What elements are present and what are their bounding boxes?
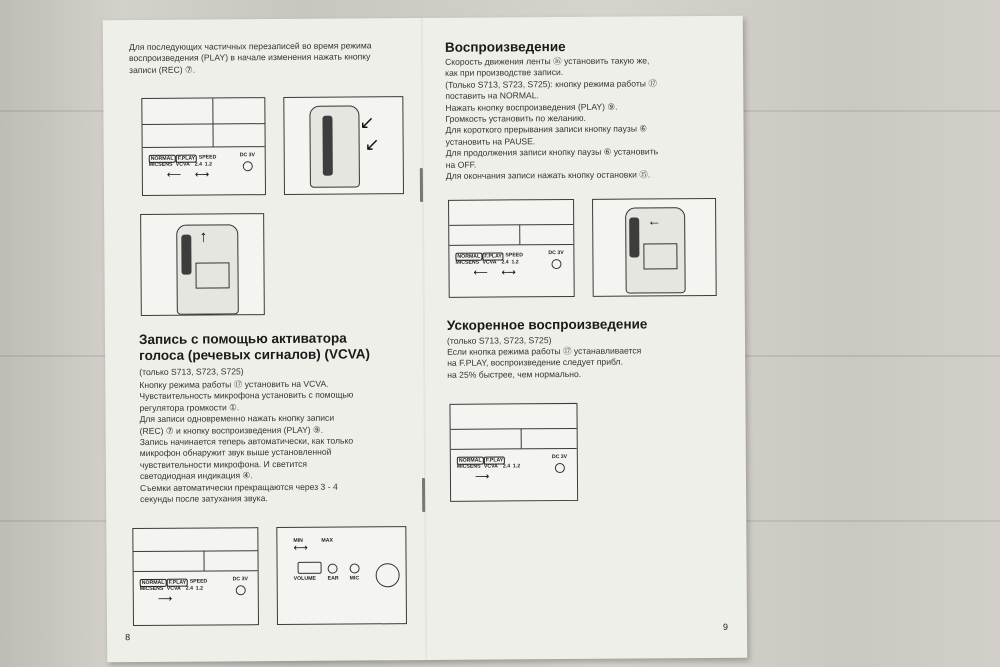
switch-panel-figure: [448, 199, 575, 298]
staple: [420, 168, 423, 202]
fast-play-body-line: на F.PLAY, воспроизведение следует прибл.: [447, 357, 623, 369]
vcva-body-line: микрофон обнаружит звук выше установленной: [139, 447, 332, 459]
page-number-left: 8: [125, 632, 131, 643]
device-side-figure: [283, 96, 404, 195]
speed-24-label: 2.4: [185, 585, 193, 592]
dc-jack-icon: [551, 259, 561, 269]
playback-body-line: установить на PAUSE.: [445, 136, 536, 147]
speed-label: SPEED: [189, 578, 208, 585]
playback-body-line: поставить на NORMAL.: [445, 90, 539, 102]
normal-label: NORMAL: [455, 253, 482, 261]
normal-label: NORMAL: [457, 457, 484, 465]
intro-text: Для последующих частичных перезаписей во время режима воспроизведения (PLAY) в начале изменения нажать кнопку записи (REC) ⑦.: [128, 40, 372, 75]
vcva-body-line: Съемки автоматически прекращаются через 3 - 4: [139, 481, 338, 493]
device-top-figure: [140, 213, 265, 316]
playback-body-line: Для короткого прерывания записи кнопку паузы ⑥: [445, 123, 648, 136]
speed-24-label: 2.4: [501, 259, 509, 266]
speed-12-label: 1.2: [512, 463, 521, 470]
playback-body-line: Скорость движения ленты ⑯ установить такую же,: [445, 55, 650, 67]
vcva-body-line: регулятора громкости ①.: [139, 402, 240, 413]
vcva-section: [139, 330, 410, 505]
playback-heading: Воспроизведение: [444, 39, 566, 55]
vcva-body-line: Чувствительность микрофона установить с помощью: [139, 389, 354, 402]
dc-jack-icon: [236, 585, 246, 595]
normal-label: NORMAL: [140, 579, 167, 587]
playback-body-line: (Только S713, S723, S725): кнопку режима работы ⑰: [445, 78, 657, 90]
fast-play-section: [447, 316, 737, 381]
arrow-up-icon: ↑: [199, 228, 208, 246]
min-label: MIN: [293, 537, 303, 544]
max-label: MAX: [321, 537, 333, 544]
vcva-heading-line1: Запись с помощью активатора: [138, 330, 347, 347]
speed-label: SPEED: [505, 252, 524, 259]
vcva-label: VCVA: [166, 585, 181, 592]
volume-figure: [276, 526, 407, 625]
dc-label: DC 3V: [232, 576, 248, 583]
device-top-figure: [592, 198, 717, 297]
fplay-label: F.PLAY: [484, 456, 505, 464]
switch-panel-figure: [132, 527, 259, 626]
micsens-label: MICSENS: [148, 161, 173, 168]
dc-jack-icon: [555, 463, 565, 473]
speaker-icon: [376, 563, 400, 587]
micsens-label: MICSENS: [456, 463, 481, 470]
fplay-label: F.PLAY: [176, 155, 197, 163]
vcva-body-line: Для записи одновременно нажать кнопку записи: [139, 412, 335, 425]
fast-play-body-line: на 25% быстрее, чем нормально.: [447, 368, 582, 380]
volume-label: VOLUME: [293, 575, 316, 582]
fast-play-models: (только S713, S723, S725): [446, 335, 552, 346]
mic-jack-icon: [350, 563, 360, 573]
vcva-heading-line2: голоса (речевых сигналов) (VCVA): [139, 346, 371, 363]
fplay-label: F.PLAY: [482, 252, 503, 260]
mic-label: MIC: [349, 575, 360, 582]
vcva-label: VCVA: [483, 463, 498, 470]
speed-24-label: 2.4: [194, 161, 203, 168]
micsens-label: MICSENS: [455, 259, 480, 266]
spine: [421, 18, 427, 660]
playback-body-line: как при производстве записи.: [445, 67, 564, 79]
speed-12-label: 1.2: [511, 259, 519, 266]
staple: [422, 478, 425, 512]
playback-body-line: Для продолжения записи кнопку паузы ⑥ установить: [445, 146, 659, 159]
volume-wheel-icon: [298, 562, 322, 574]
speed-12-label: 1.2: [195, 585, 203, 592]
speed-24-label: 2.4: [502, 463, 511, 470]
fast-play-body-line: Если кнопка режима работы ⑰ устанавливается: [447, 345, 642, 357]
switch-panel-figure: [141, 97, 266, 196]
fplay-label: F.PLAY: [167, 579, 188, 587]
arrow-both-icon: ⟷: [501, 267, 516, 279]
vcva-body-line: Запись начинается теперь автоматически, как только: [139, 435, 354, 448]
playback-body-line: на OFF.: [445, 159, 477, 170]
arrow-left-icon: ⟵: [166, 169, 182, 181]
arrow-left-icon: ⟵: [473, 267, 488, 279]
arrow-both-icon: ⟷: [194, 169, 210, 181]
vcva-body-line: Кнопку режима работы ⑰ установить на VCVA.: [139, 378, 329, 390]
arrow-right-icon: ⟶: [474, 471, 490, 483]
manual-booklet: [103, 16, 747, 662]
arrow-pointer-icon: ↙: [364, 134, 380, 155]
vcva-body-line: (REC) ⑦ и кнопку воспроизведения (PLAY) ⑨.: [139, 424, 324, 436]
vcva-body-line: секунды после затухания звука.: [140, 493, 268, 505]
ear-jack-icon: [328, 564, 338, 574]
dc-label: DC 3V: [548, 250, 564, 257]
right-page: [445, 38, 736, 182]
vcva-label: VCVA: [482, 259, 497, 266]
micsens-label: MICSENS: [139, 585, 164, 592]
arrow-both-icon: ⟷: [293, 542, 308, 554]
vcva-body-line: чувствительности микрофона. И светится: [139, 458, 308, 470]
recorder-icon: [309, 105, 360, 187]
switch-panel-figure: [449, 403, 578, 502]
vcva-body-line: светодиодная индикация ④.: [139, 470, 253, 482]
playback-body-line: Громкость установить по желанию.: [445, 112, 586, 124]
normal-label: NORMAL: [149, 155, 176, 163]
speed-12-label: 1.2: [204, 161, 213, 168]
left-page: [129, 40, 409, 76]
playback-body-line: Для окончания записи нажать кнопку остановки ⑮.: [445, 169, 651, 181]
dc-label: DC 3V: [551, 454, 568, 461]
dc-jack-icon: [243, 161, 253, 171]
fast-play-heading: Ускоренное воспроизведение: [446, 316, 648, 333]
speed-label: SPEED: [198, 154, 217, 161]
vcva-models: (только S713, S723, S725): [139, 366, 244, 377]
ear-label: EAR: [327, 575, 339, 582]
page-number-right: 9: [722, 621, 729, 632]
arrow-right-icon: ⟶: [157, 593, 173, 605]
arrow-left-icon: ←: [647, 212, 662, 229]
arrow-pointer-icon: ↙: [359, 112, 375, 133]
vcva-label: VCVA: [175, 161, 190, 168]
dc-label: DC 3V: [239, 152, 256, 159]
playback-body-line: Нажать кнопку воспроизведения (PLAY) ⑨.: [445, 101, 618, 113]
